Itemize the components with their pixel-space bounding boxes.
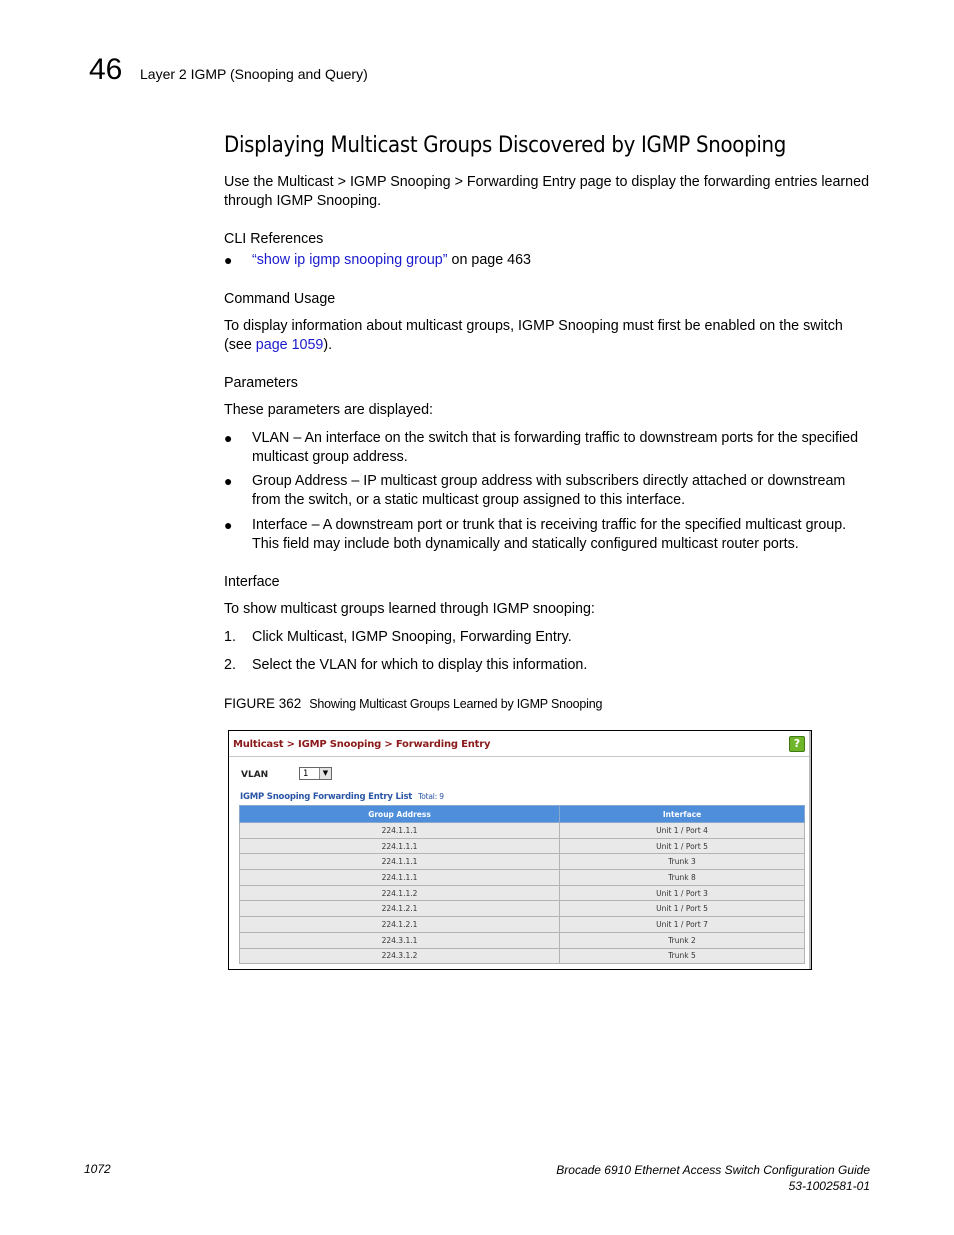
forwarding-entry-screenshot: [228, 730, 812, 970]
step-text: Click Multicast, IGMP Snooping, Forwarding Entry.: [252, 629, 572, 645]
param-term: VLAN: [252, 430, 290, 446]
table-row: [240, 901, 805, 917]
usage-text: [224, 317, 874, 354]
param-term: Interface: [252, 517, 308, 533]
usage-heading: Command Usage: [224, 291, 336, 307]
step-text: Select the VLAN for which to display this information.: [252, 657, 588, 673]
cli-link[interactable]: “show ip igmp snooping group”: [252, 252, 448, 268]
cell-group-address: 224.1.1.1: [240, 854, 560, 870]
figure-caption: [224, 696, 602, 711]
footer-doc-info: [556, 1162, 870, 1194]
bullet-dot: ●: [224, 252, 233, 268]
param-desc: – An interface on the switch that is forwarding traffic to downstream ports for the specified multicast group address.: [252, 430, 859, 465]
page-number: 1072: [84, 1162, 111, 1176]
figure-label: FIGURE 362: [224, 696, 302, 711]
table-row: [240, 948, 805, 964]
cell-group-address: 224.3.1.2: [240, 948, 560, 964]
bullet-dot: ●: [224, 473, 233, 489]
param-item-vlan: [224, 429, 874, 466]
column-header-group-address: Group Address: [240, 806, 560, 823]
table-row: [240, 854, 805, 870]
cell-group-address: 224.1.1.1: [240, 870, 560, 886]
table-row: [240, 838, 805, 854]
table-header-row: [240, 806, 805, 823]
table-row: [240, 885, 805, 901]
cell-group-address: 224.1.1.1: [240, 838, 560, 854]
step-1: [224, 629, 572, 645]
step-2: [224, 657, 587, 673]
param-desc: – IP multicast group address with subscribers directly attached or downstream from the switch, or a static multicast group assigned to this interface.: [252, 473, 846, 508]
cell-interface: Trunk 5: [560, 948, 805, 964]
vlan-label: VLAN: [241, 770, 269, 780]
table-row: [240, 870, 805, 886]
section-title: Displaying Multicast Groups Discovered by IGMP Snooping: [224, 133, 787, 158]
cell-interface: Unit 1 / Port 4: [560, 823, 805, 839]
interface-heading: Interface: [224, 574, 280, 590]
param-term: Group Address: [252, 473, 348, 489]
vlan-select[interactable]: [299, 767, 332, 780]
list-title-text: IGMP Snooping Forwarding Entry List: [240, 792, 413, 802]
param-item-interface: [224, 516, 874, 553]
cli-bullet: [224, 251, 874, 270]
cell-group-address: 224.1.2.1: [240, 901, 560, 917]
breadcrumb-divider: [229, 756, 809, 757]
section-intro: Use the Multicast > IGMP Snooping > Forwarding Entry page to display the forwarding entries learned through IGMP Snooping.: [224, 174, 870, 209]
list-total: Total: 9: [418, 792, 444, 801]
interface-intro: To show multicast groups learned through IGMP snooping:: [224, 601, 595, 617]
table-row: [240, 823, 805, 839]
parameters-heading: Parameters: [224, 375, 298, 391]
cell-interface: Trunk 3: [560, 854, 805, 870]
step-number: 1.: [224, 629, 236, 645]
cli-heading: CLI References: [224, 231, 324, 247]
chapter-title: Layer 2 IGMP (Snooping and Query): [140, 66, 368, 82]
column-header-interface: Interface: [560, 806, 805, 823]
breadcrumb: Multicast > IGMP Snooping > Forwarding Entry: [233, 739, 491, 750]
cell-group-address: 224.1.2.1: [240, 917, 560, 933]
book-title: Brocade 6910 Ethernet Access Switch Configuration Guide: [556, 1163, 870, 1177]
cell-interface: Trunk 2: [560, 932, 805, 948]
chapter-number: 46: [89, 53, 123, 86]
cell-group-address: 224.3.1.1: [240, 932, 560, 948]
figure-title: Showing Multicast Groups Learned by IGMP Snooping: [309, 697, 603, 711]
cell-interface: Unit 1 / Port 7: [560, 917, 805, 933]
cli-suffix: on page 463: [447, 252, 531, 268]
cell-group-address: 224.1.1.1: [240, 823, 560, 839]
cell-interface: Unit 1 / Port 5: [560, 901, 805, 917]
table-row: [240, 917, 805, 933]
chevron-down-icon[interactable]: ▼: [319, 768, 331, 779]
table-row: [240, 932, 805, 948]
cell-group-address: 224.1.1.2: [240, 885, 560, 901]
doc-id: 53-1002581-01: [788, 1179, 870, 1193]
usage-text-after: ).: [323, 336, 333, 353]
frame-edge: [809, 731, 811, 969]
param-desc: – A downstream port or trunk that is receiving traffic for the specified multicast group. This field may include both dynamically and statically configured multicast router ports.: [252, 517, 847, 552]
cell-interface: Unit 1 / Port 3: [560, 885, 805, 901]
help-icon[interactable]: ?: [789, 736, 805, 752]
bullet-dot: ●: [224, 517, 233, 533]
param-item-group-address: [224, 472, 874, 509]
step-number: 2.: [224, 657, 236, 673]
usage-page-link[interactable]: page 1059: [255, 336, 324, 353]
list-title: [240, 792, 444, 802]
cell-interface: Unit 1 / Port 5: [560, 838, 805, 854]
bullet-dot: ●: [224, 430, 233, 446]
forwarding-entry-table: [239, 805, 805, 964]
vlan-value: 1: [303, 769, 309, 779]
cell-interface: Trunk 8: [560, 870, 805, 886]
parameters-intro: These parameters are displayed:: [224, 402, 434, 418]
usage-text-before: To display information about multicast groups, IGMP Snooping must first be enabled on the switch (see: [224, 318, 843, 353]
